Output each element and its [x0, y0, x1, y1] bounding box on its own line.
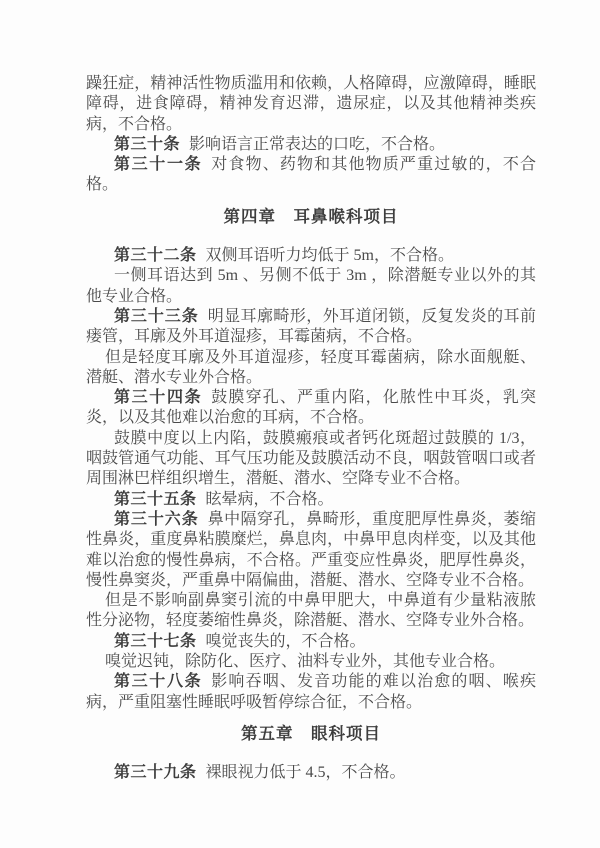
chapter-heading: 第四章 耳鼻喉科项目: [223, 206, 399, 226]
paragraph-text: 明显耳廓畸形，外耳道闭锁，反复发炎的耳前瘘管，耳廓及外耳道湿疹，耳霉菌病，不合格。: [86, 307, 536, 346]
article-number: 第三十二条: [114, 247, 197, 265]
article-number: 第三十条: [114, 135, 181, 153]
paragraph-text: 双侧耳语听力均低于 5m，不合格。: [205, 247, 454, 265]
paragraph: [86, 266, 536, 307]
paragraph-text: 但是不影响副鼻窦引流的中鼻甲肥大，中鼻道有少量粘液脓性分泌物，轻度萎缩性鼻炎，除潜艇、潜水、空降专业外合格。: [86, 592, 536, 630]
paragraph: [86, 135, 536, 155]
paragraph: [86, 591, 536, 632]
paragraph-text: 对食物、药物和其他物质严重过敏的，不合格。: [86, 156, 536, 194]
paragraph-text: 鼓膜穿孔、严重内陷，化脓性中耳炎，乳突炎，以及其他难以治愈的耳病，不合格。: [86, 389, 536, 427]
paragraph: [86, 348, 536, 389]
article-number: 第三十三条: [114, 307, 199, 325]
article-number: 第三十五条: [114, 490, 197, 508]
paragraph-text: 影响语言正常表达的口吃，不合格。: [189, 135, 446, 153]
article-number: 第三十八条: [114, 673, 203, 691]
paragraph-text: 一侧耳语达到 5m 、另侧不低于 3m ，除潜艇专业以外的其他专业合格。: [86, 267, 536, 305]
paragraph-text: 鼓膜中度以上内陷，鼓膜瘢痕或者钙化斑超过鼓膜的 1/3，咽鼓管通气功能、耳气压功能及鼓膜活动不良，咽鼓管咽口或者周围淋巴样组织增生，潜艇、潜水、空降专业不合格。: [86, 429, 536, 488]
paragraph: [86, 672, 536, 713]
paragraph: [86, 632, 536, 652]
article-number: 第三十六条: [114, 510, 199, 528]
article-number: 第三十四条: [114, 389, 203, 407]
paragraph: [86, 510, 536, 591]
paragraph-text: 嗅觉迟钝，除防化、医疗、油料专业外，其他专业合格。: [105, 653, 506, 671]
paragraph: [86, 155, 536, 196]
paragraph-text: 嗅觉丧失的，不合格。: [205, 632, 366, 650]
paragraph: [86, 388, 536, 429]
chapter-heading: 第五章 眼科项目: [241, 723, 381, 743]
paragraph: [86, 652, 536, 672]
article-number: 第三十七条: [114, 632, 197, 650]
paragraph-text: 裸眼视力低于 4.5，不合格。: [205, 764, 406, 782]
paragraph-text: 躁狂症，精神活性物质滥用和依赖，人格障碍，应激障碍，睡眠障碍，进食障碍，精神发育迟滞，遗尿症，以及其他精神类疾病，不合格。: [86, 75, 536, 133]
paragraph: [86, 763, 536, 783]
article-number: 第三十九条: [114, 764, 197, 782]
article-number: 第三十一条: [114, 156, 203, 174]
paragraph-text: 眩晕病，不合格。: [205, 490, 334, 508]
paragraph: [86, 307, 536, 348]
paragraph: [86, 490, 536, 510]
document-content: [86, 74, 536, 784]
paragraph-text: 但是轻度耳廓及外耳道湿疹，轻度耳霉菌病，除水面舰艇、潜艇、潜水专业外合格。: [86, 348, 536, 386]
paragraph: [86, 246, 536, 266]
paragraph-text: 鼻中隔穿孔，鼻畸形，重度肥厚性鼻炎，萎缩性鼻炎，重度鼻粘膜糜烂，鼻息肉，中鼻甲息肉样变，以及其他难以治愈的慢性鼻病，不合格。严重变应性鼻炎，肥厚性鼻炎，慢性鼻窦炎，严重鼻中隔偏曲，潜艇、潜水、空降专业不合格。: [86, 510, 536, 589]
paragraph-text: 影响吞咽、发音功能的难以治愈的咽、喉疾病，严重阻塞性睡眠呼吸暂停综合征，不合格。: [86, 673, 536, 711]
paragraph: [86, 429, 536, 490]
paragraph: [86, 74, 536, 135]
